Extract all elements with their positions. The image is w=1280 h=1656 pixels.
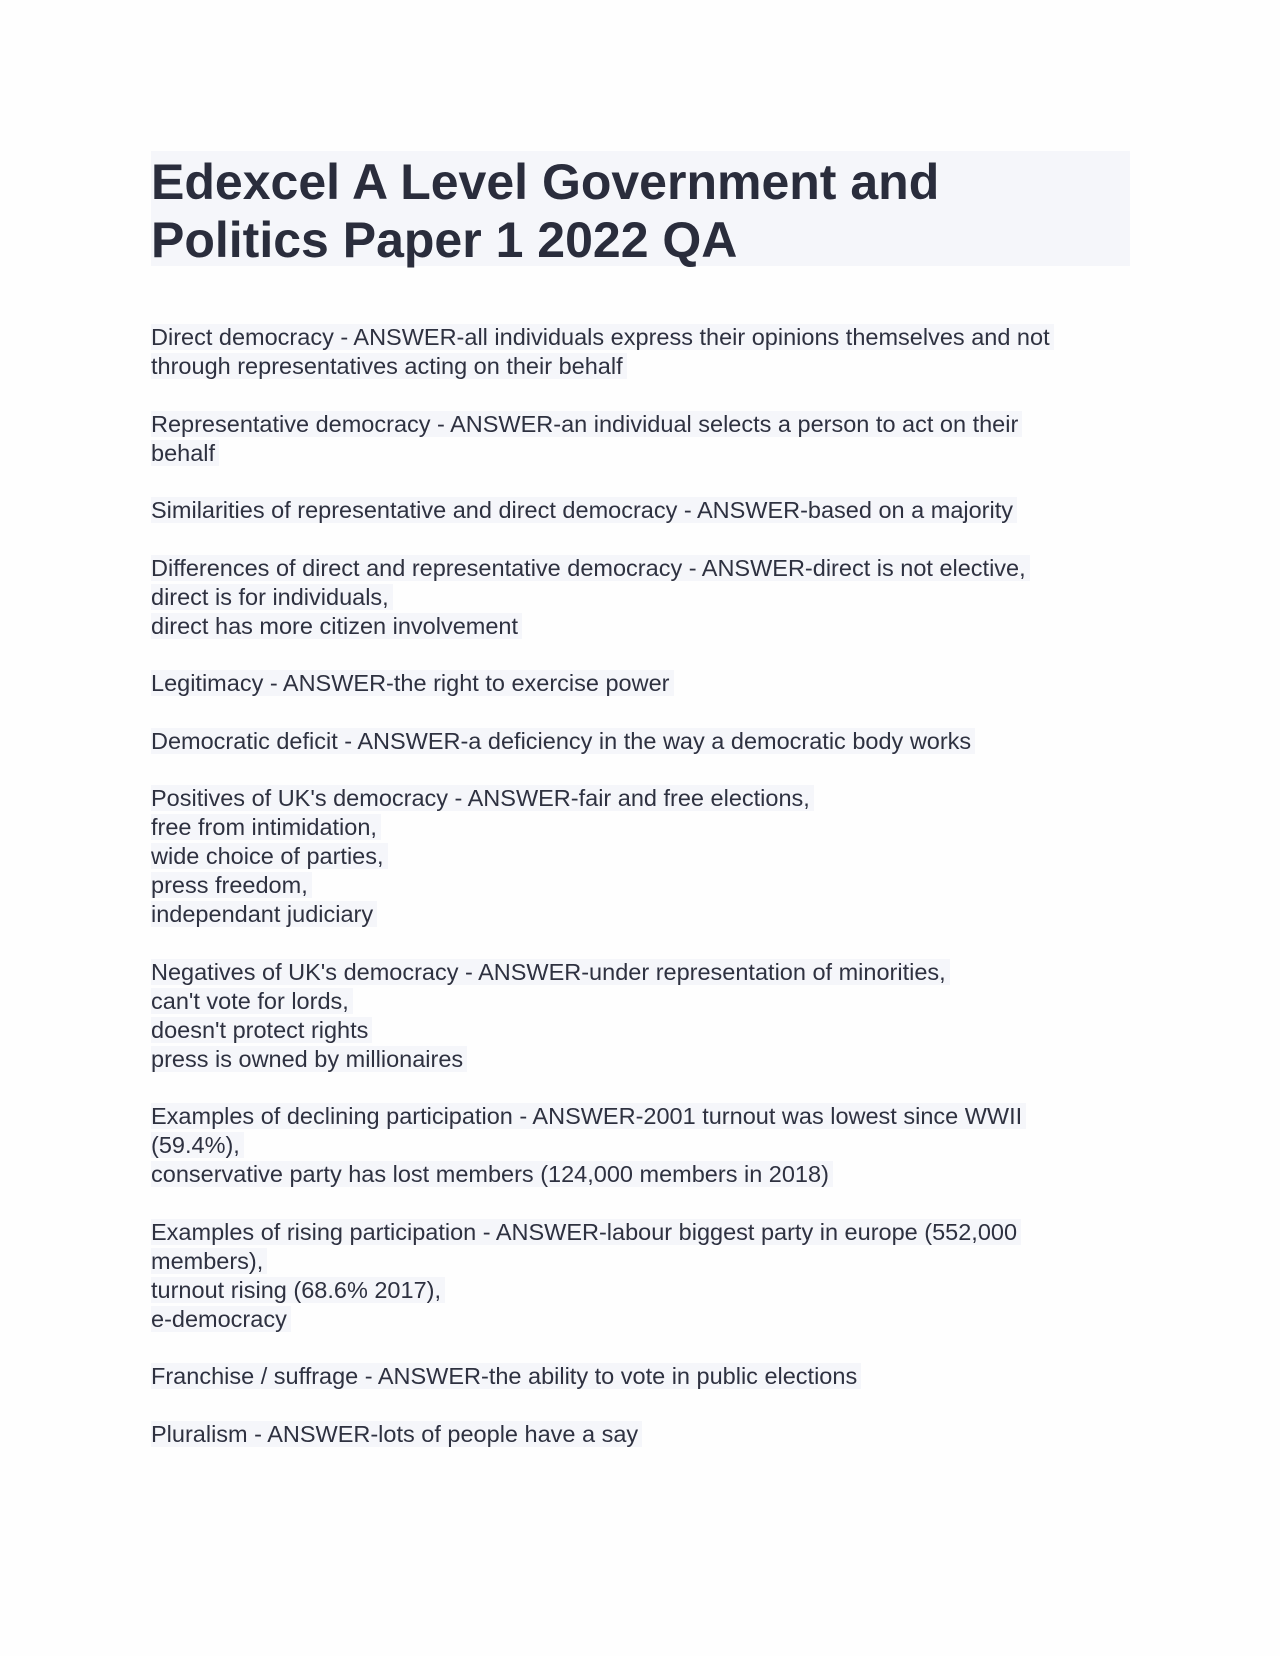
qa-entry [151, 1218, 1151, 1334]
qa-entry-text: Similarities of representative and direct democracy - ANSWER-based on a majority [151, 497, 1017, 523]
qa-entry-text: direct is for individuals, [151, 584, 393, 610]
qa-entry-text: Franchise / suffrage - ANSWER-the ability to vote in public elections [151, 1363, 861, 1389]
qa-entry-text: Positives of UK's democracy - ANSWER-fair and free elections, [151, 785, 814, 811]
qa-entry-line [151, 987, 1151, 1016]
qa-entry-text: independant judiciary [151, 901, 377, 927]
qa-entry [151, 410, 1151, 468]
qa-entry [151, 669, 1151, 698]
qa-entry-line [151, 554, 1151, 583]
qa-entry-line [151, 496, 1151, 525]
qa-entry-line [151, 1218, 1151, 1247]
qa-entry-text: Differences of direct and representative democracy - ANSWER-direct is not elective, [151, 555, 1030, 581]
qa-entry-line [151, 1045, 1151, 1074]
qa-entry-list [151, 323, 1151, 1477]
qa-entry-text: can't vote for lords, [151, 988, 353, 1014]
qa-entry-text: behalf [151, 440, 219, 466]
qa-entry-text: Negatives of UK's democracy - ANSWER-under representation of minorities, [151, 959, 950, 985]
qa-entry-text: press is owned by millionaires [151, 1046, 467, 1072]
qa-entry [151, 958, 1151, 1074]
qa-entry-line [151, 871, 1151, 900]
qa-entry-line [151, 612, 1151, 641]
qa-entry-line [151, 1276, 1151, 1305]
qa-entry [151, 727, 1151, 756]
qa-entry-text: Representative democracy - ANSWER-an individual selects a person to act on their [151, 411, 1022, 437]
qa-entry-line [151, 352, 1151, 381]
title-line-1: Edexcel A Level Government and [151, 154, 940, 210]
qa-entry-line [151, 1102, 1151, 1131]
qa-entry-line [151, 727, 1151, 756]
qa-entry [151, 323, 1151, 381]
qa-entry-line [151, 669, 1151, 698]
qa-entry [151, 1362, 1151, 1391]
qa-entry-line [151, 323, 1151, 352]
title-line-2: Politics Paper 1 2022 QA [151, 212, 738, 268]
qa-entry-text: direct has more citizen involvement [151, 613, 522, 639]
qa-entry-line [151, 439, 1151, 468]
qa-entry-text: Pluralism - ANSWER-lots of people have a say [151, 1421, 642, 1447]
qa-entry-line [151, 1131, 1151, 1160]
qa-entry-line [151, 784, 1151, 813]
qa-entry-text: (59.4%), [151, 1132, 244, 1158]
qa-entry-text: Legitimacy - ANSWER-the right to exercise power [151, 670, 674, 696]
qa-entry-text: Examples of declining participation - ANSWER-2001 turnout was lowest since WWII [151, 1103, 1026, 1129]
qa-entry-line [151, 1160, 1151, 1189]
qa-entry-text: free from intimidation, [151, 814, 381, 840]
qa-entry-line [151, 1420, 1151, 1449]
qa-entry-text: press freedom, [151, 872, 312, 898]
qa-entry-line [151, 842, 1151, 871]
qa-entry-text: through representatives acting on their behalf [151, 353, 627, 379]
qa-entry [151, 1102, 1151, 1189]
qa-entry-text: Democratic deficit - ANSWER-a deficiency in the way a democratic body works [151, 728, 975, 754]
qa-entry-text: members), [151, 1248, 267, 1274]
qa-entry-line [151, 1362, 1151, 1391]
qa-entry-text: conservative party has lost members (124,000 members in 2018) [151, 1161, 833, 1187]
qa-entry [151, 496, 1151, 525]
qa-entry-text: Direct democracy - ANSWER-all individuals express their opinions themselves and not [151, 324, 1054, 350]
qa-entry-text: wide choice of parties, [151, 843, 388, 869]
qa-entry [151, 784, 1151, 929]
qa-entry-text: doesn't protect rights [151, 1017, 372, 1043]
qa-entry-text: e-democracy [151, 1306, 291, 1332]
qa-entry-line [151, 1247, 1151, 1276]
qa-entry-text: Examples of rising participation - ANSWER-labour biggest party in europe (552,000 [151, 1219, 1021, 1245]
qa-entry-line [151, 1305, 1151, 1334]
qa-entry-line [151, 958, 1151, 987]
qa-entry-line [151, 583, 1151, 612]
qa-entry-line [151, 410, 1151, 439]
qa-entry-line [151, 813, 1151, 842]
qa-entry-text: turnout rising (68.6% 2017), [151, 1277, 445, 1303]
qa-entry-line [151, 900, 1151, 929]
qa-entry-line [151, 1016, 1151, 1045]
qa-entry [151, 554, 1151, 641]
qa-entry [151, 1420, 1151, 1449]
document-title [151, 151, 1130, 266]
